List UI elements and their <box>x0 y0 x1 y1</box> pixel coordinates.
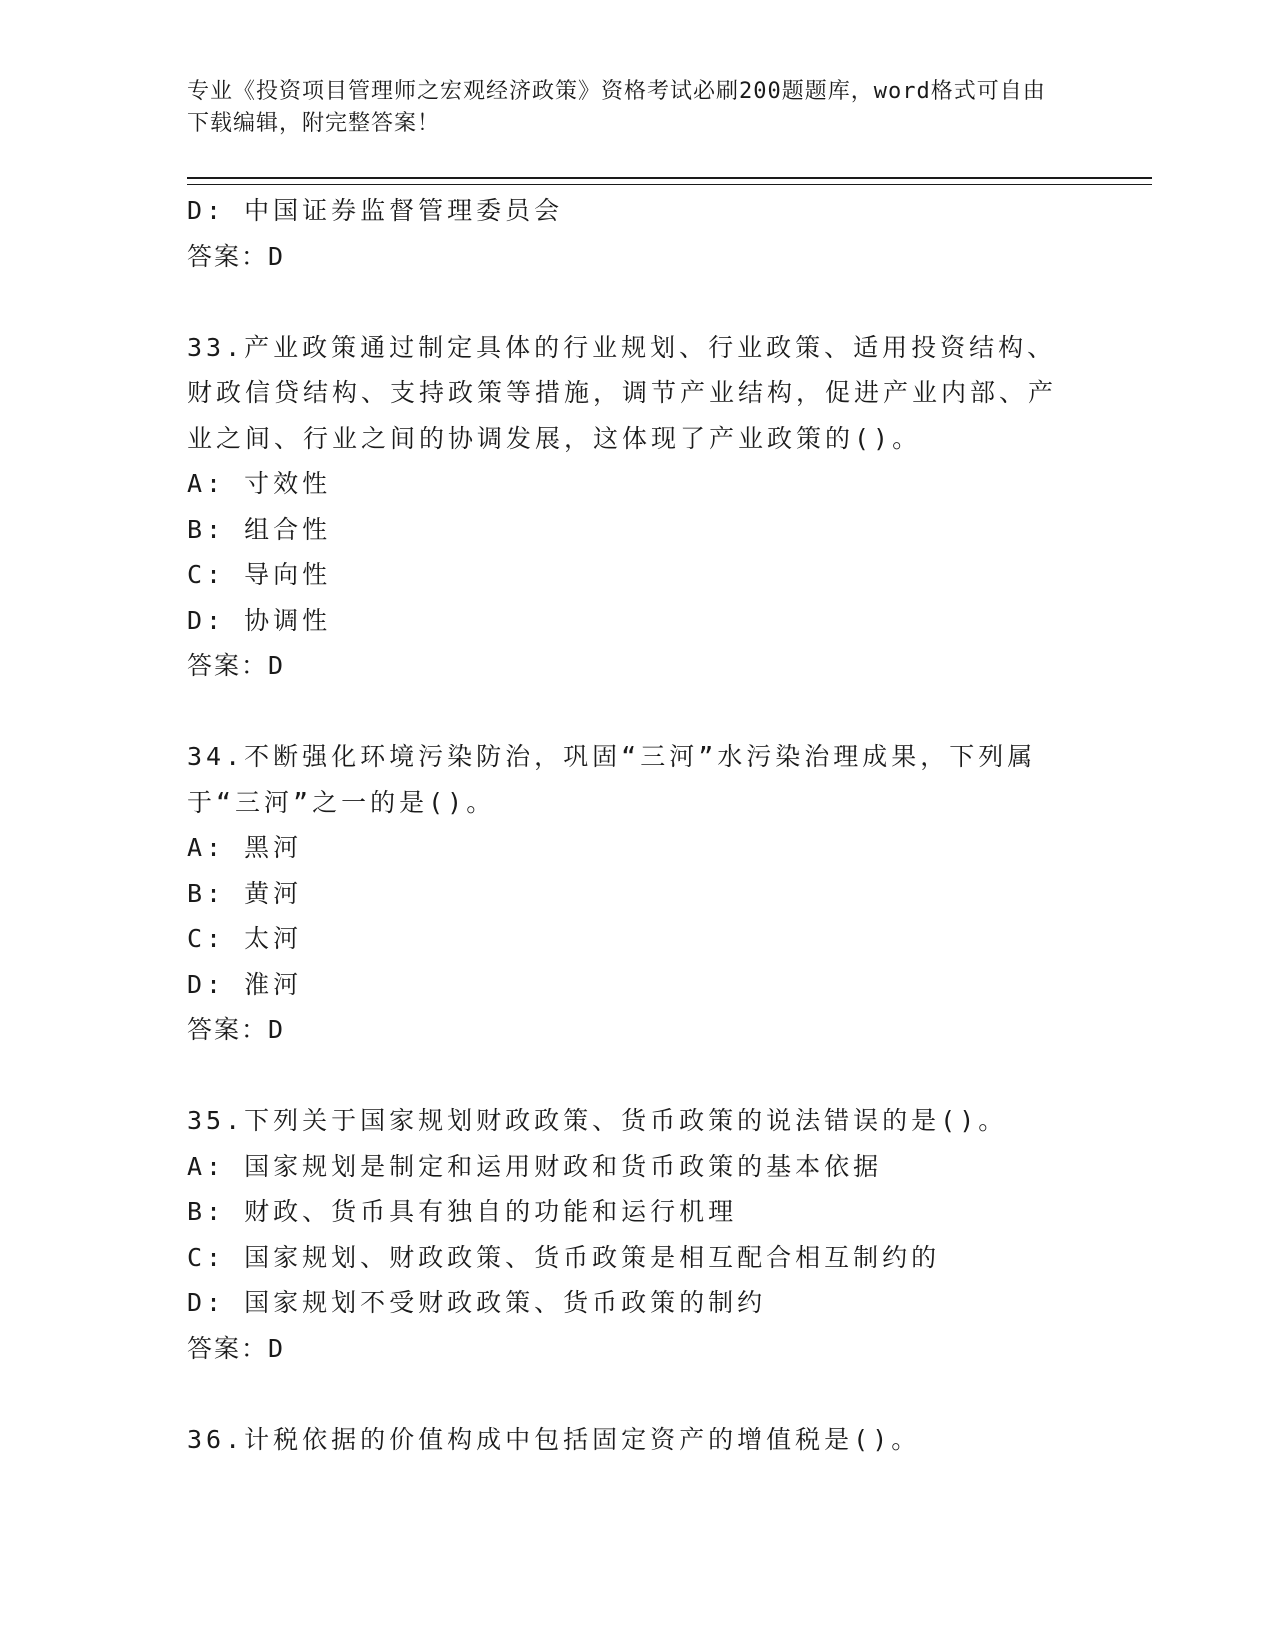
question-stem: 33.产业政策通过制定具体的行业规划、行业政策、适用投资结构、财政信贷结构、支持政策等措施，调节产业结构，促进产业内部、产业之间、行业之间的协调发展，这体现了产业政策的()。 <box>187 332 1058 453</box>
header-divider <box>187 177 1152 185</box>
option-b: B: 财政、货币具有独自的功能和运行机理 <box>187 1197 738 1226</box>
option-a: A: 黑河 <box>187 833 303 862</box>
option-d: D: 国家规划不受财政政策、货币政策的制约 <box>187 1288 767 1317</box>
question-stem: 36.计税依据的价值构成中包括固定资产的增值税是()。 <box>187 1424 921 1454</box>
option-d: D: 淮河 <box>187 969 303 999</box>
option-c: C: 国家规划、财政政策、货币政策是相互配合相互制约的 <box>187 1242 941 1272</box>
answer-line: 答案：D <box>187 1015 286 1044</box>
option-a: A: 国家规划是制定和运用财政和货币政策的基本依据 <box>187 1151 883 1181</box>
question-34 <box>187 734 1067 1053</box>
document-body <box>187 188 1067 1462</box>
question-stem: 34.不断强化环境污染防治，巩固“三河”水污染治理成果，下列属于“三河”之一的是()。 <box>187 742 1037 817</box>
option-d: D: 中国证券监督管理委员会 <box>187 196 564 225</box>
spacer <box>187 279 1067 325</box>
option-c: C: 导向性 <box>187 560 332 589</box>
answer-line: 答案：D <box>187 241 286 271</box>
spacer <box>187 689 1067 735</box>
question-36 <box>187 1417 1067 1463</box>
option-c: C: 太河 <box>187 924 303 953</box>
option-a: A: 寸效性 <box>187 469 332 498</box>
answer-line: 答案：D <box>187 651 286 680</box>
question-stem: 35.下列关于国家规划财政政策、货币政策的说法错误的是()。 <box>187 1106 1008 1135</box>
answer-line: 答案：D <box>187 1333 286 1363</box>
option-b: B: 组合性 <box>187 514 332 544</box>
question-33 <box>187 325 1067 689</box>
option-d: D: 协调性 <box>187 605 332 635</box>
question-35 <box>187 1098 1067 1371</box>
option-b: B: 黄河 <box>187 878 303 908</box>
spacer <box>187 1053 1067 1099</box>
document-header: 专业《投资项目管理师之宏观经济政策》资格考试必刷200题题库，word格式可自由下载编辑，附完整答案！ <box>187 79 1046 136</box>
spacer <box>187 1371 1067 1417</box>
